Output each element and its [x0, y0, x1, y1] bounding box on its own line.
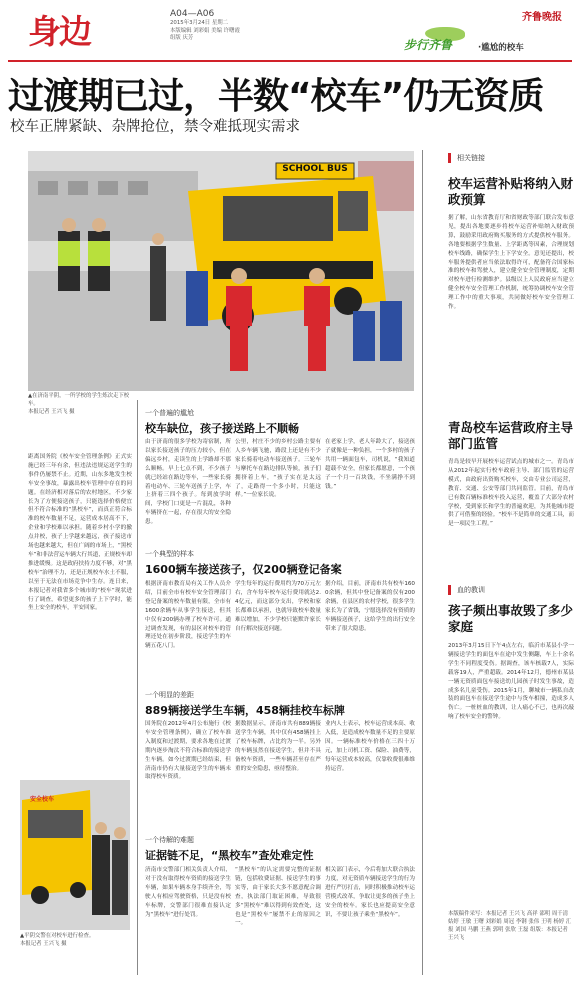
section-column: 据数据显示，济南市共有889辆接送学生车辆，其中仅有458辆挂上了校车标牌，占比约为一半。另外的车辆虽然在接送学生，但并不具备校车资质，一些车辆甚至存在严重的安全隐患，亟待整治。 — [235, 721, 321, 772]
small-bus-sign: 安全校车 — [30, 796, 55, 803]
right-item-title: 校车运营补贴将纳入财政预算 — [448, 176, 574, 207]
small-photo — [20, 780, 130, 930]
section-subhead: 1600辆车接送孩子，仅200辆登记备案 — [145, 563, 342, 576]
header-credits — [170, 20, 280, 43]
right-item-text: 青岛是较早开展校车运营试点的城市之一。青岛市从2012年起实行校车政府主导、部门监管的运营模式，由政府出资购买校车，交由专业公司运营，教育、交通、公安等部门共同监管。目前，青岛市已有数百辆标准校车投入运营，覆盖了大部分农村学校，受到家长和学生的普遍欢迎，为其他城市提供了可借鉴的经验。“校车不是简单的交通工具，而是一项民生工程。” — [448, 459, 574, 528]
page-range: A04—A06 — [170, 9, 215, 19]
related-link-tag: 相关链接 — [448, 153, 485, 163]
photo-caption-text: ▲在济南平阴，一所学校的学生炼次走下校车。 — [28, 393, 130, 407]
section-kicker: 一个典型的样本 — [145, 550, 194, 558]
column-name: 步行齐鲁 — [404, 38, 453, 52]
section-column: 据介绍，目前，济南市共有校车1600余辆，但其中登记备案的仅有200余辆，在县区的农村学校，很多学生家长为了省钱，宁愿选择没有资质的车辆接送孩子，这给学生的出行安全带来了很大隐患。 — [325, 581, 415, 632]
section-column: 在老家上学，老人年龄大了，接送孩子就像是一种负担，一个多村的孩子共用一辆面包车，司机说，“我知道超载不安全，但家长都愿意，一个孩子一个月一百块钱，不坐满挣不到钱。” — [325, 439, 415, 490]
column-divider — [422, 150, 423, 975]
section-subhead: 证据链不足，“黑校车”查处难定性 — [145, 849, 314, 862]
section-column: 公里，村庄不少的乡村公路主要有人乡车辆飞驰，路段上还是有不少家长骑着电动车接送孩子。三轮车与摩托车在路边排队等候，孩子们拥挤着上车，“孩子实在是太远了，走路得一个多小时，只能这样。”一位家长说。 — [235, 439, 321, 499]
section-subhead: 校车缺位，孩子接送路上不顺畅 — [145, 422, 299, 435]
section-kicker: 一个明显的差距 — [145, 691, 194, 699]
school-bus-photo-illustration — [28, 151, 414, 391]
lead-paragraph: 距离国务院《校车安全管理条例》正式实施已经三年有余，但违法违规运送学生的事件仍屡禁不止。近期，山东多地发生校车安全事故，暴露出校车管理中存在的问题。在经济相对落后的农村地区，不少家长为了方便接送孩子，只能选择价格便宜但不符合标准的“黑校车”，而真正符合标准的校车数量不足，运营成本居高不下，企业和学校难以承担。随着乡村小学的撤点并校，孩子上学越来越远，孩子接送市场也越来越大，但在广阔的市场上，“黑校车”和非法营运车辆大行其道，正规校车却推进缓慢。这是政府扶持力度不够，对“黑校车”治理不力，还是正规校车水土不服，以至于无法在市场竞争中生存。连日来，本报记者对我省多个城市的“校车”现状进行了调查，希望更多的孩子上下学时，能坐上安全的校车，平安回家。 — [28, 454, 132, 612]
section-column: 相关部门表示，今后将加大联合执法力度，对无资质车辆接送学生的行为进行严厉打击，同时积极推动校车运营模式改革，争取让更多的孩子坐上安全的校车。家长也应提高安全意识，不要让孩子乘坐“黑校车”。 — [325, 867, 415, 918]
section-column: 由于济南的很多学校为寄宿制，所以家长接送孩子的压力较小，但在偏远乡村，走读生的上学路却不那么顺畅。早上七点不到，不少孩子就已经站在路边等车，一些家长骑着电动车、三轮车送孩子上学，车上挤着三四个孩子。每到放学时间，学校门口更是一片混乱，各种车辆挤在一起，存在很大的安全隐患。 — [145, 439, 231, 526]
subheadline: 校车正牌紧缺、杂牌抢位，禁令难抵现实需求 — [10, 119, 300, 135]
section-column: 根据济南市教育局有关工作人员介绍，目前全市有校车安全管理部门登记备案的校车数量有限，全市有1600余辆车从事学生接送，但其中仅有200辆办理了校车许可。通过调查发现，有的县区对校车的管理还处在初步阶段，接送学生的车辆五花八门。 — [145, 581, 231, 650]
bus-sign: SCHOOL BUS — [282, 164, 348, 174]
headline: 过渡期已过，半数“校车”仍无资质 — [8, 76, 544, 117]
header-credit-line: 2015年3月24日 星期二 — [170, 20, 229, 26]
section-column: “黑校车”的认定需要完整的证据链，包括收费证据、接送学生的事实等，由于家长大多不愿意配合调查，执法部门取证困难，导致很多“黑校车”难以得到有效查处，这也是“黑校车”屡禁不止的原因之一。 — [235, 867, 321, 927]
blood-lesson-title: 孩子频出事故毁了多少家庭 — [448, 603, 574, 634]
section-column: 国务院在2012年4月公布施行《校车安全管理条例》，确立了校车准入制度和过渡期，要求各地在过渡期内逐步淘汰不符合标准的接送学生车辆。如今过渡期已经结束，但济南市仍有大量接送学生的车辆未取得校车资质。 — [145, 721, 231, 781]
section-kicker: 一个普遍的尴尬 — [145, 409, 194, 417]
section-subhead: 889辆接送学生车辆，458辆挂校车标牌 — [145, 704, 345, 717]
section-column: 济南市交警部门相关负责人介绍，对于没有取得校车资质的接送学生车辆，如果车辆本身手续齐全，驾驶人有相应驾驶资格，只是没有校车标牌，交警部门很难直接认定为“黑校车”进行处罚。 — [145, 867, 231, 918]
column-subtitle: ·尴尬的校车 — [478, 43, 524, 53]
section-kicker: 一个待解的难题 — [145, 836, 194, 844]
main-photo — [28, 151, 414, 391]
photo-credit: 本报记者 王兴飞 摄 — [28, 409, 75, 415]
column-divider — [137, 400, 138, 975]
blood-lesson-tag: 血的教训 — [448, 585, 485, 595]
paper-logo: 齐鲁晚报 — [522, 12, 562, 23]
page-credits: 本版稿件采写：本报记者 王兴飞 高祥 邵明 周千清 姑婷 王敏 王曙 刘彩娟 周冠 李钢 张伟 王明 杨婷 汇报 刘国 马鹏 王燕 郭明 张欣 王磊 组版：本报记者 王兴飞 — [448, 911, 572, 941]
small-photo-caption-text: ▲平阴交警在对校车进行检查。 — [20, 933, 95, 939]
photo-caption — [28, 392, 138, 416]
header-credit-line: 组版 庆芳 — [170, 35, 194, 41]
right-item-text: 据了解，山东省教育厅和省财政等部门联合发布意见，提出各地要逐步将校车运营补贴纳入财政预算，鼓励采用政府购买服务的方式提供校车服务。各地要根据学生数量、上学距离等因素，合理规划校车线路，确保学生上下学安全。意见还提出，校车服务提供者应当依法取得许可，配备符合国家标准的校车和驾驶人，建立健全安全管理制度，定期对校车进行检测维护。县级以上人民政府应当建立健全校车安全管理工作机制，统筹协调校车安全管理工作中的重大事项，共同做好校车安全管理工作。 — [448, 215, 574, 311]
header-credit-line: 本版编辑 刘彩娟 美编 许曙霞 — [170, 27, 240, 34]
small-photo-caption — [20, 932, 130, 948]
section-column: 业内人士表示，校车运营成本高、收入低，是造成校车数量不足的主要原因。一辆标准校车价格在三四十万元，加上司机工资、保险、油费等，每年运营成本较高，仅靠收费很难维持运营。 — [325, 721, 415, 772]
section-title: 身边 — [28, 12, 90, 51]
small-photo-credit: 本报记者 王兴飞 摄 — [20, 941, 67, 947]
blood-lesson-text: 2013年3月15日下午4点左右，临沂市某县小学一辆接送学生的面包车在途中发生侧翻，车上十余名学生不同程度受伤。据调查，该车核载7人，实际载客19人，严重超载。2014年12月，德州市某县一辆无资质面包车接送幼儿园孩子时发生事故，造成多名儿童受伤。2015年1月，聊城市一辆私自改装的面包车在接送学生途中与货车相撞，造成多人伤亡。一桩桩血的教训，让人痛心不已，也再次敲响了校车安全的警钟。 — [448, 643, 574, 721]
header-rule — [8, 60, 572, 62]
section-column: 学生每年的运行费用约为70万元左右，含车每年校车运行费用就达2.4亿元，而这部分支出，学校和家长都难以承担，也就导致校车数量难以增加，不少学校只能默许家长自行解决接送问题。 — [235, 581, 321, 632]
right-item-title: 青岛校车运营政府主导部门监管 — [448, 420, 574, 451]
